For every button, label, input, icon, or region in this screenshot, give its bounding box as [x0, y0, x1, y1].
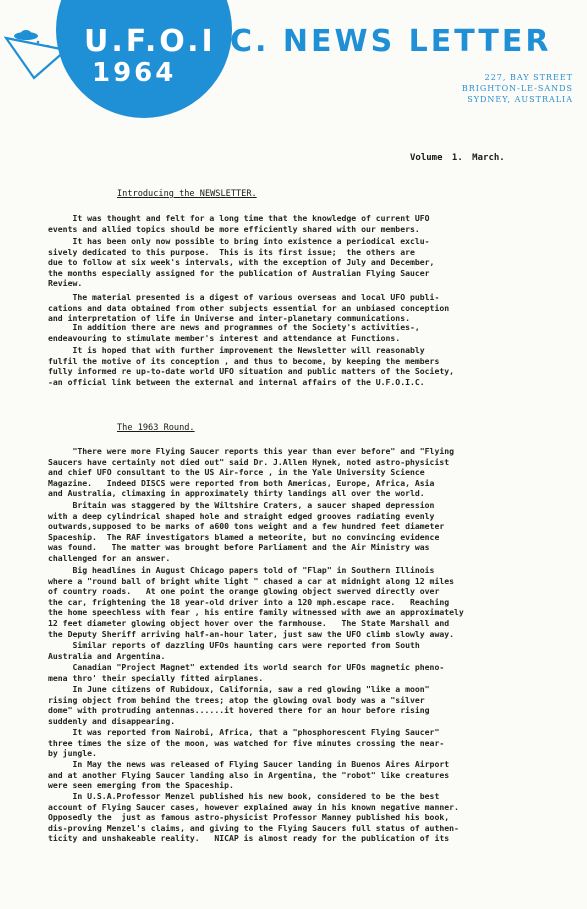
text-line: Britain was staggered by the Wiltshire Craters, a saucer shaped depression: [48, 500, 435, 510]
text-line: cations and data obtained from other subjects essential for an unbiased conception: [48, 302, 450, 313]
text-line: 12 feet diameter glowing object hover over the farmhouse. The State Marshall and: [48, 617, 450, 628]
text-line: Australia and Argentina.: [48, 650, 166, 661]
text-line: outwards,supposed to be marks of a600 tons weight and a few hundred feet diameter: [48, 521, 445, 532]
text-line: Opposedly the just as famous astro-physicist Professor Manney published his book,: [48, 812, 450, 823]
text-line: were seen emerging from the Spaceship.: [48, 780, 234, 791]
text-line: was found. The matter was brought before Parliament and the Air Ministry was: [48, 542, 430, 553]
paragraph: [48, 500, 558, 564]
text-line: Canadian "Project Magnet" extended its world search for UFOs magnetic pheno-: [48, 662, 445, 672]
text-line: fully informed re up-to-date world UFO situation and public matters of the Society,: [48, 366, 455, 377]
text-line: and interpretation of life in Universe and inter-planetary communications.: [48, 313, 410, 324]
issue-volume: Volume 1. March.: [410, 153, 505, 163]
address-line: SYDNEY, AUSTRALIA: [467, 95, 573, 104]
text-line: and at another Flying Saucer landing also in Argentina, the "robot" like creatures: [48, 769, 450, 780]
text-line: Similar reports of dazzling UFOs haunting cars were reported from South: [48, 640, 420, 650]
text-line: Magazine. Indeed DISCS were reported from both Americas, Europe, Africa, Asia: [48, 477, 435, 488]
text-line: events and allied topics should be more efficiently shared with our members.: [48, 223, 420, 234]
text-line: by jungle.: [48, 748, 97, 759]
paragraph: [48, 662, 558, 683]
paragraph: [48, 791, 558, 844]
text-line: where a "round ball of bright white light " chased a car at midnight along 12 miles: [48, 575, 455, 586]
text-line: -an official link between the external and internal affairs of the U.F.O.I.C.: [48, 376, 425, 387]
section-heading: The 1963 Round.: [117, 423, 195, 433]
paragraph: [48, 727, 558, 759]
text-line: endeavouring to stimulate member's interest and attendance at Functions.: [48, 332, 401, 343]
paragraph: [48, 640, 558, 661]
text-line: the months especially assigned for the publication of Australian Flying Saucer: [48, 267, 430, 278]
text-line: In U.S.A.Professor Menzel published his new book, considered to be the best: [48, 791, 440, 801]
text-line: challenged for an answer.: [48, 552, 171, 563]
text-line: rising object from behind the trees; atop the glowing oval body was a "silver: [48, 694, 425, 705]
text-line: the home speechless with fear , his entire family witnessed with awe an approximately: [48, 607, 464, 618]
text-line: account of Flying Saucer cases, however explained away in his known negative manner.: [48, 801, 459, 812]
text-line: In June citizens of Rubidoux, California, saw a red glowing "like a moon": [48, 684, 430, 694]
text-line: dome" with protruding antennas......it hovered there for an hour before rising: [48, 705, 430, 716]
text-line: Spaceship. The RAF investigators blamed a meteorite, but no convincing evidence: [48, 531, 440, 542]
paragraph: [48, 446, 558, 499]
text-line: Saucers have certainly not died out" said Dr. J.Allen Hynek, noted astro-physicist: [48, 456, 450, 467]
text-line: sively dedicated to this purpose. This is its first issue; the others are: [48, 246, 415, 257]
paragraph: [48, 345, 558, 387]
text-line: Big headlines in August Chicago papers told of "Flap" in Southern Illinois: [48, 565, 435, 575]
newsletter-title: U.F.O.I.C. NEWS LETTER: [84, 24, 552, 59]
text-line: three times the size of the moon, was watched for five minutes crossing the near-: [48, 737, 445, 748]
text-line: ticity and unshakeable reality. NICAP is almost ready for the publication of its: [48, 833, 450, 844]
paragraph: [48, 292, 558, 324]
text-line: of country roads. At one point the orange glowing object swerved directly over: [48, 586, 440, 597]
paragraph: [48, 322, 558, 343]
paragraph: [48, 565, 558, 639]
text-line: It has been only now possible to bring into existence a periodical exclu-: [48, 236, 430, 246]
paragraph: [48, 684, 558, 726]
paragraph: [48, 213, 558, 234]
text-line: It was thought and felt for a long time that the knowledge of current UFO: [48, 213, 430, 223]
text-line: and chief UFO consultant to the US Air-force , in the Yale University Science: [48, 467, 425, 478]
paragraph: [48, 759, 558, 791]
text-line: mena thro' their specially fitted airplanes.: [48, 672, 264, 683]
text-line: suddenly and disappearing.: [48, 715, 176, 726]
text-line: The material presented is a digest of various overseas and local UFO publi-: [48, 292, 440, 302]
text-line: and Australia, climaxing in approximately thirty landings all over the world.: [48, 488, 425, 499]
section-heading: Introducing the NEWSLETTER.: [117, 189, 257, 199]
society-address: [462, 72, 573, 105]
text-line: In addition there are news and programmes of the Society's activities-,: [48, 322, 420, 332]
text-line: due to follow at six week's intervals, with the exception of July and December,: [48, 257, 435, 268]
text-line: the Deputy Sheriff arriving half-an-hour later, just saw the UFO climb slowly away.: [48, 628, 455, 639]
newsletter-year: 1964: [92, 58, 177, 88]
paragraph: [48, 236, 558, 289]
text-line: the car, frightening the 18 year-old driver into a 120 mph.escape race. Reaching: [48, 596, 450, 607]
text-line: Review.: [48, 278, 83, 289]
text-line: fulfil the motive of its conception , and thus to become, by keeping the members: [48, 355, 440, 366]
text-line: It was reported from Nairobi, Africa, that a "phosphorescent Flying Saucer": [48, 727, 440, 737]
text-line: "There were more Flying Saucer reports this year than ever before" and "Flying: [48, 446, 455, 456]
text-line: It is hoped that with further improvement the Newsletter will reasonably: [48, 345, 425, 355]
text-line: dis-proving Menzel's claims, and giving to the Flying Saucers full status of authen-: [48, 822, 459, 833]
letterhead: [0, 0, 587, 120]
text-line: with a deep cylindrical shaped hole and straight edged grooves radiating evenly: [48, 510, 435, 521]
text-line: In May the news was released of Flying Saucer landing in Buenos Aires Airport: [48, 759, 450, 769]
address-line: 227, BAY STREET: [484, 73, 573, 82]
address-line: BRIGHTON-LE-SANDS: [461, 84, 573, 93]
